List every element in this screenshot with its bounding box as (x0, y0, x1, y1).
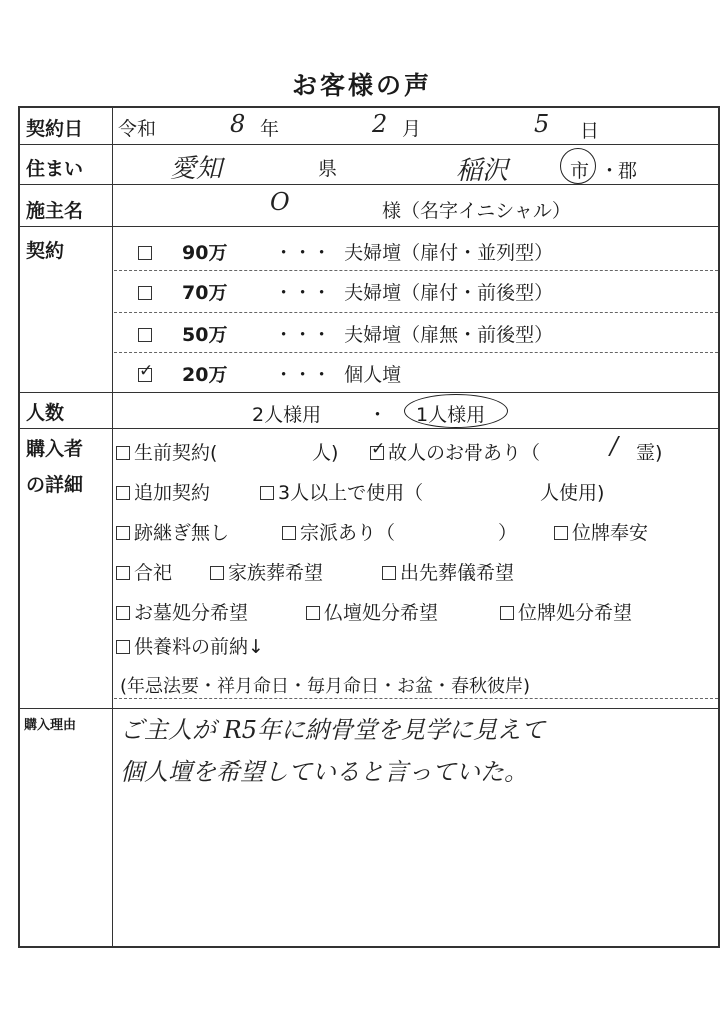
feedback-form (18, 106, 720, 948)
option-90-dots: ・・・ (274, 242, 332, 264)
option-20-desc: 個人壇 (344, 364, 402, 386)
people-two-option[interactable]: 2人様用 (252, 404, 322, 426)
row-divider (20, 428, 718, 429)
no-successor-text: 跡継ぎ無し (134, 522, 230, 544)
option-70-dots: ・・・ (274, 282, 332, 304)
people-separator: ・ (368, 404, 388, 426)
day-value[interactable]: 5 (534, 110, 550, 138)
option-20-checkbox[interactable] (138, 368, 152, 382)
ihai-item[interactable] (554, 518, 648, 545)
label-column-divider (112, 108, 113, 946)
family-funeral-item[interactable] (210, 558, 323, 585)
family-funeral-text: 家族葬希望 (228, 562, 324, 584)
era-label: 令和 (118, 118, 157, 140)
ashes-unit: 霊) (636, 442, 663, 464)
buyer-details-label-1: 購入者 (26, 438, 84, 460)
three-plus-item[interactable] (260, 478, 423, 505)
grave-disposal-text: お墓処分希望 (134, 602, 249, 624)
owner-name-label: 施主名 (26, 200, 84, 222)
month-unit: 月 (402, 118, 422, 140)
no-successor-checkbox[interactable] (116, 526, 130, 540)
ihai-text: 位牌奉安 (572, 522, 649, 544)
option-20-price: 20万 (182, 364, 228, 386)
page-title: お客様の声 (291, 71, 432, 100)
ihai-disposal-text: 位牌処分希望 (518, 602, 633, 624)
people-label: 人数 (26, 402, 65, 424)
joint-burial-checkbox[interactable] (116, 566, 130, 580)
year-unit: 年 (260, 118, 280, 140)
outside-funeral-item[interactable] (382, 558, 514, 585)
option-divider (114, 270, 718, 271)
option-50-desc: 夫婦壇（扉無・前後型） (344, 324, 554, 346)
owner-suffix: 様（名字イニシャル） (382, 200, 571, 222)
option-70-price: 70万 (182, 282, 228, 304)
option-70-desc: 夫婦壇（扉付・前後型） (344, 282, 554, 304)
option-20-dots: ・・・ (274, 364, 332, 386)
city-value[interactable]: 稲沢 (456, 156, 509, 186)
option-90[interactable] (138, 238, 553, 265)
row-divider (20, 392, 718, 393)
row-divider (20, 708, 718, 709)
has-ashes-text: 故人のお骨あり（ (388, 442, 541, 464)
county-unit: 郡 (618, 160, 638, 182)
option-90-price: 90万 (182, 242, 228, 264)
option-50-checkbox[interactable] (138, 328, 152, 342)
contract-label: 契約 (26, 240, 65, 262)
option-divider (114, 352, 718, 353)
has-ashes-item[interactable] (370, 438, 540, 465)
altar-disposal-item[interactable] (306, 598, 438, 625)
reason-label: 購入理由 (24, 718, 77, 733)
owner-initial[interactable]: O (270, 188, 290, 216)
option-90-checkbox[interactable] (138, 246, 152, 260)
city-unit: 市 (570, 160, 590, 182)
ihai-disposal-checkbox[interactable] (500, 606, 514, 620)
sect-item[interactable] (282, 518, 395, 545)
month-value[interactable]: 2 (372, 110, 388, 138)
ihai-checkbox[interactable] (554, 526, 568, 540)
sect-checkbox[interactable] (282, 526, 296, 540)
people-selection-circle (404, 394, 508, 428)
option-70-checkbox[interactable] (138, 286, 152, 300)
option-divider (114, 312, 718, 313)
memorial-note: (年忌法要・祥月命日・毎月命日・お盆・春秋彼岸) (120, 676, 531, 697)
pre-contract-unit: 人) (312, 442, 339, 464)
row-divider (20, 184, 718, 185)
reason-line-1[interactable]: ご主人が R5年に納骨堂を見学に見えて (120, 716, 545, 744)
additional-contract-text: 追加契約 (134, 482, 211, 504)
three-plus-checkbox[interactable] (260, 486, 274, 500)
no-successor-item[interactable] (116, 518, 229, 545)
option-90-desc: 夫婦壇（扉付・並列型） (344, 242, 554, 264)
grave-disposal-item[interactable] (116, 598, 248, 625)
joint-burial-item[interactable] (116, 558, 172, 585)
year-value[interactable]: 8 (230, 110, 246, 138)
contract-date-label: 契約日 (26, 118, 84, 140)
option-divider (114, 698, 718, 699)
ihai-disposal-item[interactable] (500, 598, 632, 625)
day-unit: 日 (580, 120, 600, 142)
family-funeral-checkbox[interactable] (210, 566, 224, 580)
three-plus-text: 3人以上で使用（ (278, 482, 424, 504)
people-one-option[interactable]: 1人様用 (416, 404, 486, 426)
prefecture-unit: 県 (318, 158, 338, 180)
option-70[interactable] (138, 278, 553, 305)
three-plus-unit: 人使用) (540, 482, 605, 504)
altar-disposal-text: 仏壇処分希望 (324, 602, 439, 624)
option-50[interactable] (138, 320, 553, 347)
prepay-checkbox[interactable] (116, 640, 130, 654)
sect-close: ） (498, 522, 518, 544)
has-ashes-checkbox[interactable] (370, 446, 384, 460)
city-selection-circle (560, 148, 596, 184)
option-20[interactable] (138, 360, 401, 387)
option-50-dots: ・・・ (274, 324, 332, 346)
prepay-text: 供養料の前納↓ (134, 636, 264, 658)
option-50-price: 50万 (182, 324, 228, 346)
pre-contract-item[interactable] (116, 438, 217, 465)
prefecture-value[interactable]: 愛知 (170, 154, 223, 184)
altar-disposal-checkbox[interactable] (306, 606, 320, 620)
row-divider (20, 144, 718, 145)
pre-contract-text: 生前契約( (134, 442, 218, 464)
reason-line-2[interactable]: 個人壇を希望していると言っていた。 (120, 758, 528, 786)
grave-disposal-checkbox[interactable] (116, 606, 130, 620)
prepay-item[interactable] (116, 632, 264, 659)
outside-funeral-checkbox[interactable] (382, 566, 396, 580)
city-separator: ・ (600, 160, 620, 182)
sect-text: 宗派あり（ (300, 522, 396, 544)
ashes-count-value[interactable]: / (610, 432, 619, 460)
row-divider (20, 226, 718, 227)
buyer-details-label-2: の詳細 (26, 474, 84, 496)
additional-contract-item[interactable] (116, 478, 210, 505)
outside-funeral-text: 出先葬儀希望 (400, 562, 515, 584)
address-label: 住まい (26, 158, 84, 180)
additional-contract-checkbox[interactable] (116, 486, 130, 500)
joint-burial-text: 合祀 (134, 562, 173, 584)
pre-contract-checkbox[interactable] (116, 446, 130, 460)
